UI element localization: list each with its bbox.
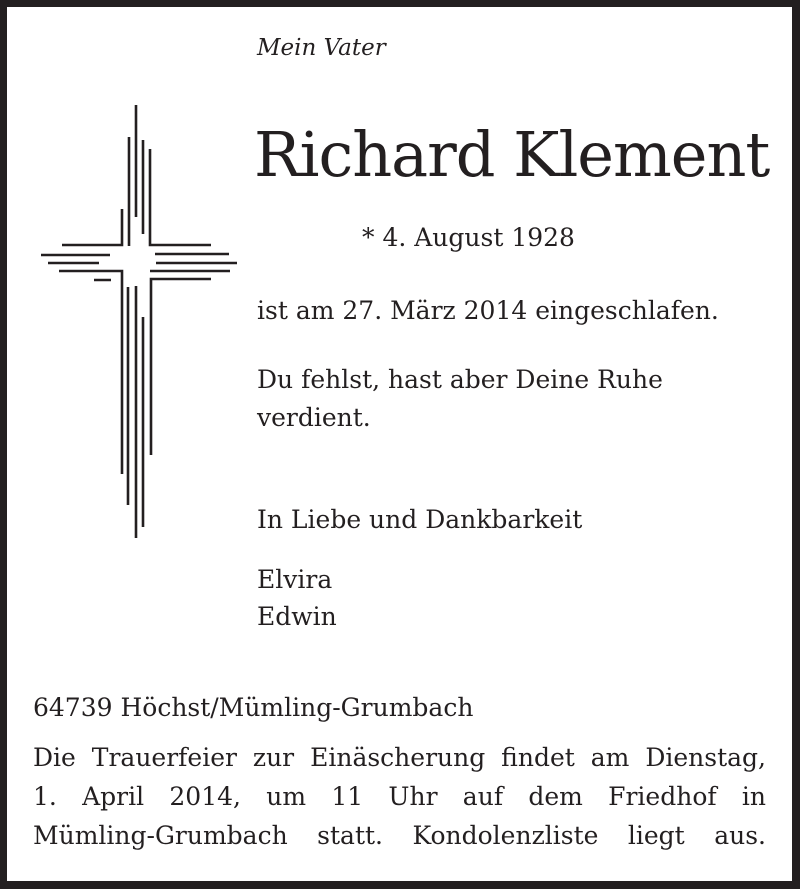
birth-date: * 4. August 1928 [362, 223, 575, 252]
ceremony-line: 1. April 2014, um 11 Uhr auf dem Friedhof in [33, 782, 766, 811]
ceremony-paragraph [33, 738, 766, 855]
address-line: 64739 Höchst/Mümling-Grumbach [33, 693, 474, 722]
mourner-name: Elvira [257, 565, 333, 594]
ceremony-line: Mümling-Grumbach statt. Kondolenzliste liegt aus. [33, 821, 766, 850]
signoff-text: In Liebe und Dankbarkeit [257, 505, 583, 534]
intro-text: Mein Vater [257, 35, 386, 61]
quote-line: verdient. [257, 403, 371, 432]
cross-icon [0, 0, 260, 560]
death-statement: ist am 27. März 2014 eingeschlafen. [257, 296, 719, 325]
quote-line: Du fehlst, hast aber Deine Ruhe [257, 365, 663, 394]
deceased-name: Richard Klement [254, 118, 770, 191]
mourner-name: Edwin [257, 602, 337, 631]
ceremony-line: Die Trauerfeier zur Einäscherung findet am Dienstag, [33, 743, 766, 772]
